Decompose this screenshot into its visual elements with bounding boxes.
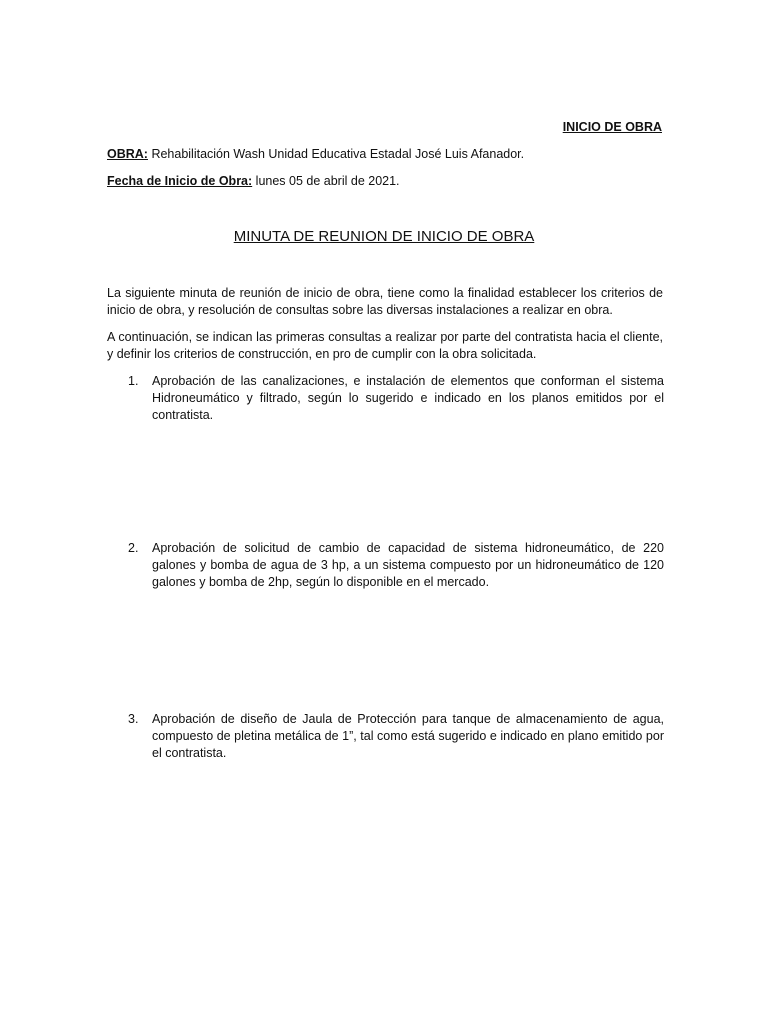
header-title: INICIO DE OBRA	[562, 120, 662, 134]
context-paragraph: A continuación, se indican las primeras consultas a realizar por parte del contratista hacia el cliente, y definir los criterios de construcción, en pro de cumplir con la obra solicitada.	[107, 330, 663, 361]
list-item-number: 2.	[128, 541, 139, 555]
obra-label: OBRA:	[107, 147, 148, 161]
list-item-number: 1.	[128, 374, 139, 388]
fecha-value: lunes 05 de abril de 2021.	[252, 174, 400, 188]
obra-value: Rehabilitación Wash Unidad Educativa Estadal José Luis Afanador.	[147, 147, 525, 161]
list-item	[128, 373, 664, 424]
list-item-text: Aprobación de las canalizaciones, e instalación de elementos que conforman el sistema Hidroneumático y filtrado, según lo sugerido e indicado en los planos emitidos por el contratista.	[152, 374, 664, 422]
intro-paragraph: La siguiente minuta de reunión de inicio de obra, tiene como la finalidad establecer los criterios de inicio de obra, y resolución de consultas sobre las diversas instalaciones a realizar en obra.	[107, 286, 663, 317]
list-item-number: 3.	[128, 712, 139, 726]
list-item	[128, 540, 664, 591]
fecha-line	[107, 174, 400, 188]
list-item-text: Aprobación de solicitud de cambio de capacidad de sistema hidroneumático, de 220 galones y bomba de agua de 3 hp, a un sistema compuesto por un hidroneumático de 120 galones y bomba de 2hp, según lo disponible en el mercado.	[152, 541, 664, 589]
list-item	[128, 711, 664, 762]
list-item-text: Aprobación de diseño de Jaula de Protección para tanque de almacenamiento de agua, compuesto de pletina metálica de 1”, tal como está sugerido e indicado en plano emitido por el contratista.	[152, 712, 664, 760]
main-title: MINUTA DE REUNION DE INICIO DE OBRA	[233, 228, 535, 245]
obra-line	[107, 147, 524, 161]
fecha-label: Fecha de Inicio de Obra:	[107, 174, 253, 188]
